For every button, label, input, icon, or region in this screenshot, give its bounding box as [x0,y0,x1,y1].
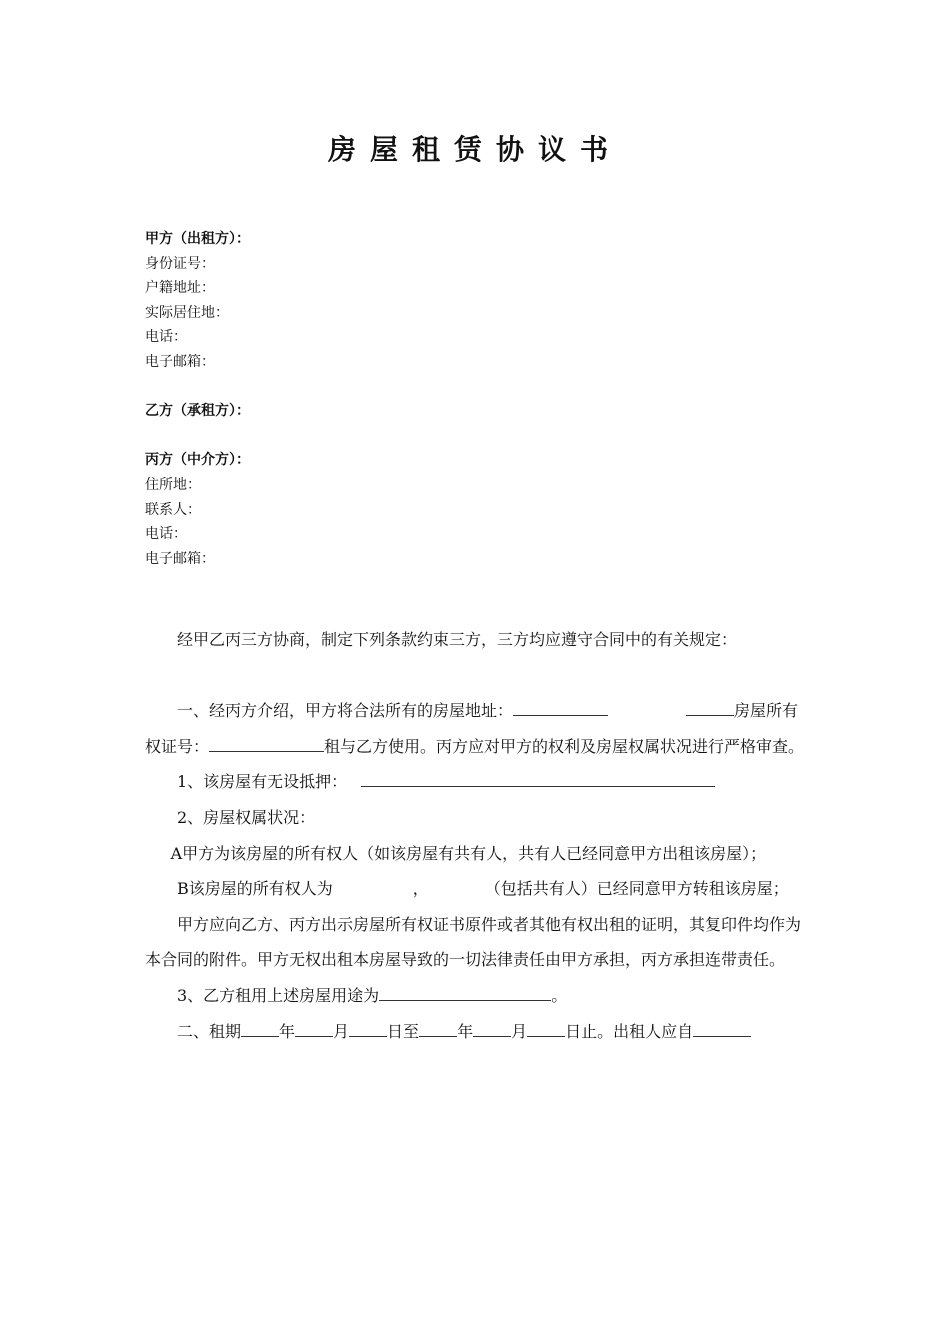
item-1-text: 1、该房屋有无设抵押： [177,772,348,792]
certificate-paragraph: 甲方应向乙方、丙方出示房屋所有权证书原件或者其他有权出租的证明，其复印件均作为本合同的附件。甲方无权出租本房屋导致的一切法律责任由甲方承担，丙方承担连带责任。 [145,914,802,970]
end-year-blank[interactable] [419,1016,457,1037]
intro-paragraph: 经甲乙丙三方协商，制定下列条款约束三方，三方均应遵守合同中的有关规定： [177,630,738,649]
party-c-email: 电子邮箱： [145,550,215,567]
clause-1-text-a: 一、经丙方介绍，甲方将合法所有的房屋地址： [177,701,514,721]
month-label: 月 [333,1021,350,1041]
party-a-phone: 电话： [145,329,187,346]
party-a-id-number: 身份证号： [145,255,215,272]
clause-1-text-c: 租与乙方使用。丙方应对甲方的权利及房屋权属状况进行严格审查。 [324,736,805,756]
option-b-comma: ， [412,879,429,899]
party-b-heading: 乙方（承租方）： [145,403,250,420]
party-a-household-address: 户籍地址： [145,280,215,297]
item-2: 2、房屋权属状况： [177,807,316,827]
day-to-label: 日至 [387,1021,420,1041]
usage-blank[interactable] [379,980,551,1001]
spacer [145,424,250,449]
contract-body [145,622,807,1049]
year-label-2: 年 [457,1021,474,1041]
option-a: A甲方为该房屋的所有权人（如该房屋有共有人，共有人已经同意甲方出租该房屋）； [170,843,767,863]
address-blank[interactable] [513,695,608,716]
item-3-text: 3、乙方租用上述房屋用途为 [177,985,380,1005]
party-section [145,227,250,571]
certificate-number-blank[interactable] [209,731,324,752]
option-b-text-b: （包括共有人）已经同意甲方转租该房屋； [484,879,789,899]
end-month-blank[interactable] [473,1016,511,1037]
option-b-text-a: B该房屋的所有权人为 [177,879,333,899]
spacer [145,375,250,400]
item-1 [145,764,807,800]
spacer [145,658,807,694]
option-b [145,871,807,907]
mortgage-blank[interactable] [361,766,715,787]
year-label: 年 [279,1021,296,1041]
month-label-2: 月 [511,1021,528,1041]
party-a-email: 电子邮箱： [145,353,215,370]
party-a-heading: 甲方（出租方）： [145,231,250,247]
lessor-date-blank[interactable] [693,1016,751,1037]
end-day-blank[interactable] [527,1016,565,1037]
day-end-label: 日止。出租人应自 [565,1021,694,1041]
clause-1 [145,693,807,764]
party-c-heading: 丙方（中介方）： [145,452,250,469]
start-day-blank[interactable] [349,1016,387,1037]
party-c-contact: 联系人： [145,501,201,518]
party-c-phone: 电话： [145,526,187,543]
clause-2 [145,1014,807,1050]
address-blank-2[interactable] [686,695,734,716]
item-3 [145,978,807,1014]
clause-1-text-b: 房屋所有权证号： [145,701,799,756]
start-year-blank[interactable] [241,1016,279,1037]
clause-2-text: 二、租期 [177,1021,242,1041]
start-month-blank[interactable] [295,1016,333,1037]
party-c-address: 住所地： [145,476,201,493]
party-a-residence: 实际居住地： [145,304,229,321]
item-3-end: 。 [551,985,568,1005]
document-title: 房屋租赁协议书 [327,133,622,166]
